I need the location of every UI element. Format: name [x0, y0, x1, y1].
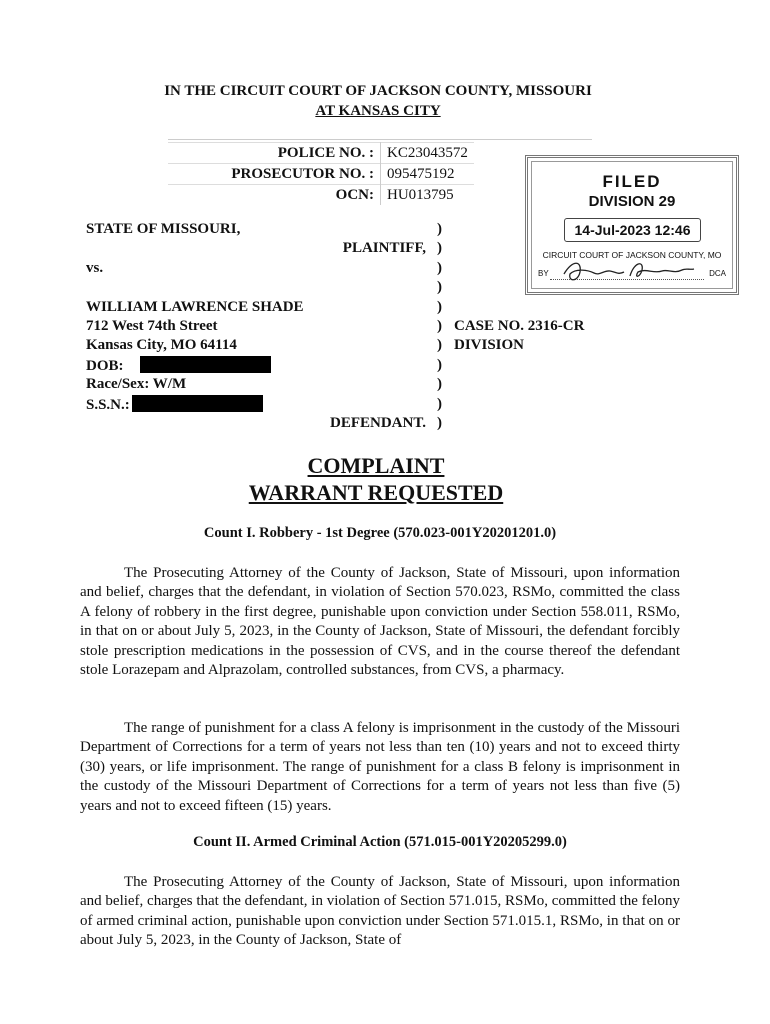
clerk-signature [558, 256, 698, 286]
count-1-paragraph-2: The range of punishment for a class A felony is imprisonment in the custody of the Missouri Department of Corrections for a term of years not less than ten (10) years and not to exceed thirty (30) years, or life imprisonment. The range of punishment for a class B felony is imprisonment in the custody of the Missouri Department of Corrections for a term of years not less than five (5) years and not to exceed fifteen (15) years. [80, 720, 680, 814]
versus: vs. [86, 259, 104, 276]
stamp-filed-text: FILED [602, 172, 662, 191]
defendant-address-street: 712 West 74th Street [86, 317, 218, 334]
police-number-label: POLICE NO. : [168, 143, 381, 164]
plaintiff-name: STATE OF MISSOURI, [86, 221, 241, 237]
ssn-redaction [132, 395, 263, 412]
ssn-row [86, 395, 426, 414]
filed-stamp [525, 155, 739, 295]
paren: ) [437, 337, 442, 354]
paren: ) [437, 395, 442, 412]
spacer [86, 278, 426, 297]
ocn-label: OCN: [168, 185, 381, 206]
dob-row [86, 356, 426, 375]
ocn-value: HU013795 [381, 185, 474, 206]
identifiers-table [168, 142, 474, 205]
identifiers-rule [168, 139, 592, 140]
dob-label: DOB: [86, 357, 124, 374]
paren: ) [437, 376, 442, 393]
paren: ) [437, 259, 442, 276]
paren: ) [437, 240, 442, 257]
stamp-dca-label: DCA [709, 269, 726, 278]
race-sex: Race/Sex: W/M [86, 376, 187, 393]
case-number: CASE NO. 2316-CR [454, 318, 585, 334]
stamp-by-label: BY [538, 269, 549, 278]
court-location: AT KANSAS CITY [315, 103, 441, 119]
paren: ) [437, 317, 442, 334]
prosecutor-number-row [168, 164, 474, 185]
count-1-paragraph-1: The Prosecuting Attorney of the County of Jackson, State of Missouri, upon information and belief, charges that the defendant, in violation of Section 570.023, RSMo, committed the class A felony of robbery in the first degree, punishable upon conviction under Section 558.011, RSMo, in that on or about July 5, 2023, in the County of Jackson, State of Missouri, the defendant forcibly stole prescription medications in the possession of CVS, and in the course thereof the defendant stole Lorazepam and Alprazolam, controlled substances, from CVS, a pharmacy. [80, 565, 680, 679]
stamp-division: DIVISION 29 [588, 193, 676, 210]
court-name: IN THE CIRCUIT COURT OF JACKSON COUNTY, MISSOURI [164, 83, 592, 99]
ssn-label: S.S.N.: [86, 396, 130, 413]
defendant-label: DEFENDANT. [330, 414, 426, 431]
document-title: COMPLAINT [307, 453, 445, 478]
case-info [454, 317, 584, 356]
caption-parties [86, 220, 426, 433]
police-number-row [168, 143, 474, 164]
stamp-datetime: 14-Jul-2023 12:46 [564, 218, 701, 242]
count-2-heading: Count II. Armed Criminal Action (571.015-001Y20205299.0) [193, 834, 567, 850]
paren: ) [437, 414, 442, 431]
ocn-row [168, 185, 474, 206]
dob-redaction [140, 356, 271, 373]
paren: ) [437, 298, 442, 315]
caption-parentheses [437, 220, 449, 433]
paren: ) [437, 279, 442, 296]
document-subtitle: WARRANT REQUESTED [248, 480, 504, 505]
paren: ) [437, 221, 442, 237]
defendant-address-city: Kansas City, MO 64114 [86, 337, 237, 354]
count-2-paragraph-1: The Prosecuting Attorney of the County of Jackson, State of Missouri, upon information and belief, charges that the defendant, in violation of Section 571.015, RSMo, committed the felony of armed criminal action, punishable upon conviction under Section 571.015.1, RSMo, in that on or about July 5, 2023, in the County of Jackson, State of [80, 874, 681, 949]
police-number-value: KC23043572 [381, 143, 474, 164]
stamp-court: CIRCUIT COURT OF JACKSON COUNTY, MO [542, 250, 722, 260]
defendant-name: WILLIAM LAWRENCE SHADE [86, 298, 304, 315]
paren: ) [437, 356, 442, 373]
plaintiff-label: PLAINTIFF, [342, 240, 426, 257]
prosecutor-number-value: 095475192 [381, 164, 474, 185]
prosecutor-number-label: PROSECUTOR NO. : [168, 164, 381, 185]
count-1-heading: Count I. Robbery - 1st Degree (570.023-001Y20201201.0) [203, 525, 557, 541]
case-division: DIVISION [454, 337, 525, 354]
